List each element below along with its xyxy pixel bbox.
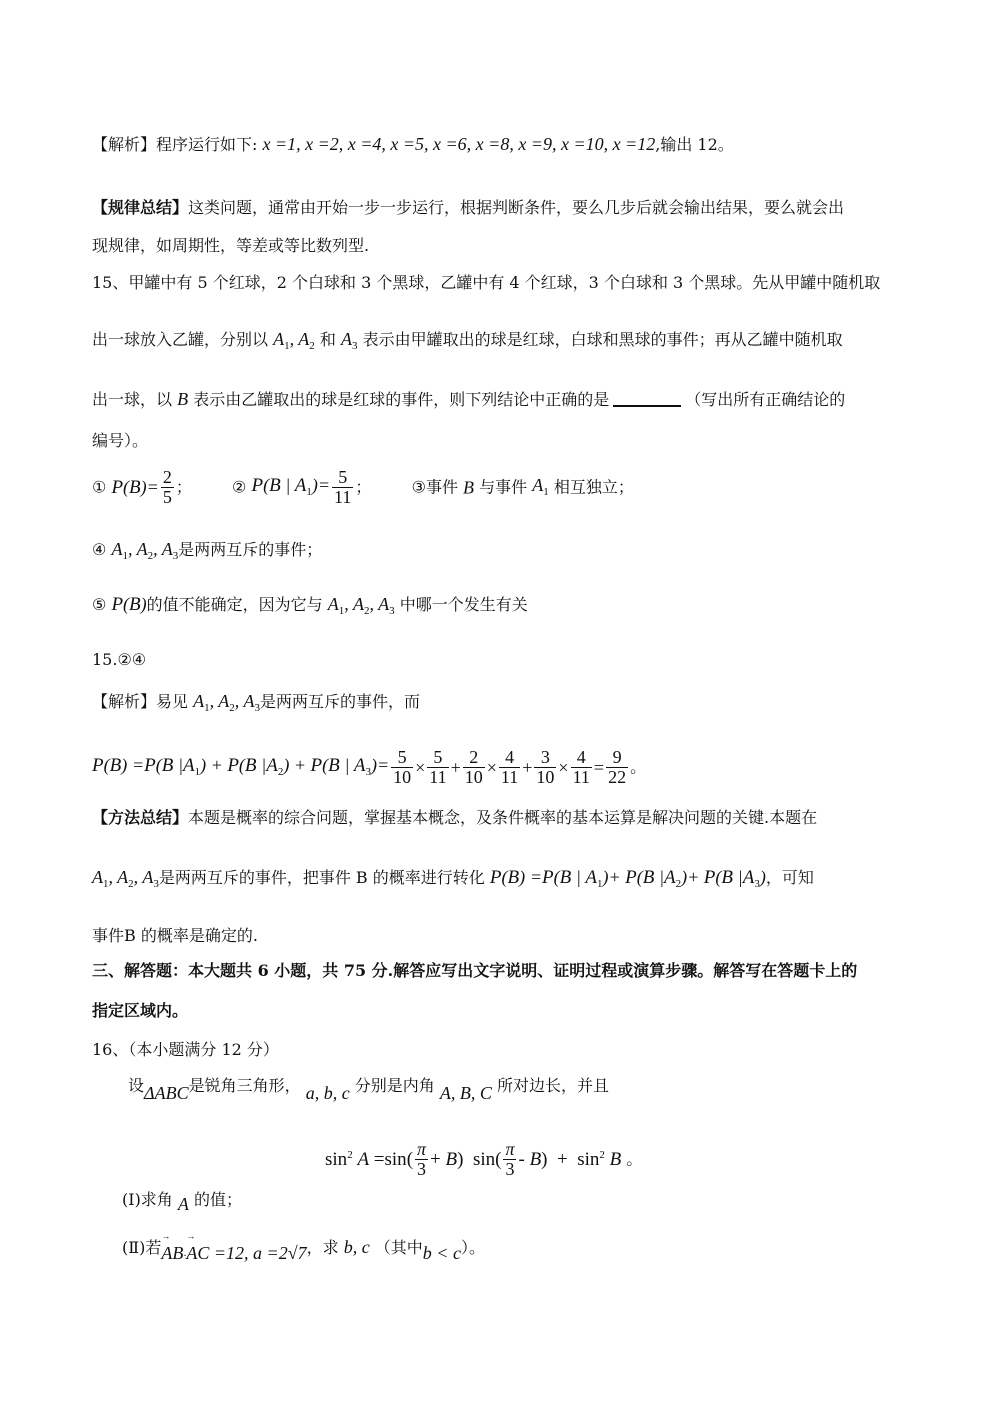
- q16-part2: [122, 1231, 485, 1263]
- part2-where: （其中: [374, 1238, 423, 1257]
- q16-equation: $\sin^2 A =\sin$( $\frac{\pi}{3}$ + B) sin( $\frac{\pi}{3}$ - $B) + \sin^2 B$ 。: [325, 1139, 643, 1179]
- rule-summary-line2: 现规律，如周期性，等差或等比数列型.: [92, 236, 370, 255]
- option-1-expr: P(B)=: [111, 476, 159, 498]
- answer-15: 15.②④: [92, 650, 147, 669]
- analysis-label: 【解析】程序运行如下:: [92, 135, 258, 154]
- method-summary-label: 【方法总结】: [92, 808, 189, 827]
- q16-set: 设: [128, 1076, 145, 1095]
- sides-abc: a, b, c: [305, 1083, 350, 1103]
- q15-options-row: [92, 468, 634, 507]
- analysis-tail: ,输出 12。: [655, 135, 734, 154]
- frac-7: $\frac{9}{22}$: [608, 747, 627, 787]
- q16-are-angles: 分别是内角: [354, 1076, 435, 1095]
- total-prob-lhs: P(B) =P(B $|A_1) + P(B$ $|A_2) + P(B$ | $A_3)=$: [92, 755, 390, 779]
- option-2-expr: P(B | $A_1)=$: [251, 475, 331, 499]
- analysis-15-tail: 是两两互斥的事件，而: [259, 692, 420, 711]
- answer-15-equation: P(B) =P(B $|A_1) + P(B$ $|A_2) + P(B$ | $A_3)=$ $\frac{5}{10}$ × $\frac{5}{11}$ + $\frac{2}{10}$ × $\frac{4}{11}$ + $\frac{3}{10}$ × $\frac{4}{11}$ = $\frac{9}{22}$ 。: [92, 747, 647, 787]
- option-3-tail: 相互独立；: [553, 477, 634, 497]
- option-2-marker: ②: [232, 477, 247, 497]
- option-5-PB: P(B): [111, 594, 147, 615]
- method-events: $A_1$, $A_2$, $A_3$: [92, 867, 159, 890]
- part2-condition: b < c: [422, 1243, 461, 1263]
- math-A3: $A_3$: [340, 329, 358, 352]
- part2-text: (Ⅱ)若: [122, 1238, 162, 1257]
- q15-line3: [92, 390, 845, 408]
- option-3-mid: 与事件: [479, 477, 528, 497]
- eq-tail: 。: [630, 757, 647, 777]
- frac-6: $\frac{4}{11}$: [572, 747, 590, 787]
- q15-line3-text: 出一球，以: [92, 390, 173, 409]
- math-A1-A2: $A_1$, $A_2$: [273, 329, 315, 352]
- pi-over-3-b: $\frac{\pi}{3}$: [505, 1139, 515, 1179]
- option-3-text: ③事件: [411, 477, 458, 497]
- dot-product: AB → ·AC → =12, a =2√7: [161, 1231, 307, 1263]
- frac-3: $\frac{2}{10}$: [464, 747, 483, 787]
- pi-over-3-a: $\frac{\pi}{3}$: [417, 1139, 427, 1179]
- program-run-values: x =1, x =2, x =4, x =5, x =6, x =8, x =9, x =10, x =12: [262, 134, 656, 154]
- q15-line4: 编号）。: [92, 431, 149, 450]
- analysis-line: [92, 135, 734, 153]
- part1-A: A: [177, 1194, 189, 1214]
- q16-acute: 是锐角三角形，: [188, 1076, 301, 1095]
- option-4-events: $A_1$, $A_2$, $A_3$: [111, 539, 179, 562]
- q16-part1: [122, 1192, 242, 1213]
- q16-title: 16、（本小题满分 12 分）: [92, 1040, 279, 1059]
- section-3-line2: 指定区域内。: [92, 1001, 189, 1020]
- method-text2: 是两两互斥的事件，把事件 B 的概率进行转化: [158, 868, 485, 887]
- q15-line2-tail: 表示由甲罐取出的球是红球，白球和黑球的事件；再从乙罐中随机取: [362, 330, 843, 349]
- frac-5: $\frac{3}{10}$: [536, 747, 555, 787]
- method-formula: P(B) =P(B | $A_1)+ P(B$ $|A_2)+ P(B$ $|A_3$): [489, 867, 766, 890]
- q15-line2-text: 出一球放入乙罐，分别以: [92, 330, 269, 349]
- option-1-marker: ①: [92, 477, 107, 497]
- rule-summary-label: 【规律总结】: [92, 198, 189, 217]
- q15-option-5: [92, 595, 528, 617]
- option-1-tail: ；: [175, 477, 192, 497]
- answer-15-analysis: [92, 692, 420, 714]
- section-3-line1: 三、解答题：本大题共 6 小题，共 75 分.解答应写出文字说明、证明过程或演算步骤。解答写在答题卡上的: [92, 961, 858, 980]
- method-tail: ，可知: [765, 868, 814, 887]
- method-summary-text: 本题是概率的综合问题，掌握基本概念，及条件概率的基本运算是解决问题的关键.本题在: [188, 808, 818, 827]
- q15-and: 和: [319, 330, 336, 349]
- q15-line2: [92, 330, 843, 352]
- part1-text: (Ⅰ)求角: [122, 1190, 173, 1209]
- angles-ABC: A, B, C: [439, 1083, 492, 1103]
- analysis-15-text: 易见: [156, 692, 189, 711]
- analysis-15-label: 【解析】: [92, 692, 157, 711]
- part2-tail: ）。: [460, 1238, 485, 1257]
- method-summary-line2: [92, 868, 814, 890]
- part2-ask: ，求: [306, 1238, 339, 1257]
- option-2-tail: ；: [355, 477, 372, 497]
- math-B: B: [177, 389, 189, 409]
- part1-tail: 的值；: [194, 1190, 243, 1209]
- q15-line3-tail: （写出所有正确结论的: [685, 390, 846, 409]
- frac-2: $\frac{5}{11}$: [429, 747, 447, 787]
- rule-summary-text1: 这类问题，通常由开始一步一步运行，根据判断条件，要么几步后就会输出结果，要么就会出: [188, 198, 845, 217]
- option-3-B: B: [463, 477, 475, 498]
- analysis-15-events: $A_1$, $A_2$, $A_3$: [193, 691, 260, 714]
- q16-line1: [128, 1078, 609, 1102]
- option-2-fraction: $\frac{5}{11}$: [334, 467, 352, 507]
- answer-blank: [613, 405, 681, 407]
- q16-opposite: 所对边长，并且: [497, 1076, 610, 1095]
- q15-option-4: [92, 540, 322, 562]
- option-1-fraction: $\frac{2}{5}$: [162, 467, 172, 507]
- option-3-A1: $A_1$: [532, 475, 549, 499]
- option-5-marker: ⑤: [92, 595, 107, 614]
- q16-eq-lhs: $\sin^2 A =\sin$: [325, 1148, 407, 1170]
- option-4-marker: ④: [92, 540, 107, 559]
- option-5-tail: 中哪一个发生有关: [399, 595, 528, 614]
- q16-eq-tail: 。: [626, 1149, 643, 1169]
- option-5-text: 的值不能确定，因为它与: [146, 595, 323, 614]
- q15-line3-mid: 表示由乙罐取出的球是红球的事件，则下列结论中正确的是: [193, 390, 610, 409]
- method-summary-line1: [92, 810, 817, 826]
- option-4-text: 是两两互斥的事件；: [178, 540, 323, 559]
- frac-1: $\frac{5}{10}$: [393, 747, 412, 787]
- rule-summary-line1: [92, 200, 844, 216]
- triangle-ABC: ΔABC: [144, 1083, 189, 1103]
- part2-bc: b, c: [343, 1237, 370, 1257]
- q15-line1: 15、甲罐中有 5 个红球，2 个白球和 3 个黑球，乙罐中有 4 个红球，3 个白球和 3 个黑球。先从甲罐中随机取: [92, 273, 881, 292]
- frac-4: $\frac{4}{11}$: [500, 747, 519, 787]
- method-summary-line3: 事件B 的概率是确定的.: [92, 926, 258, 945]
- option-5-events: $A_1$, $A_2$, $A_3$: [327, 594, 395, 617]
